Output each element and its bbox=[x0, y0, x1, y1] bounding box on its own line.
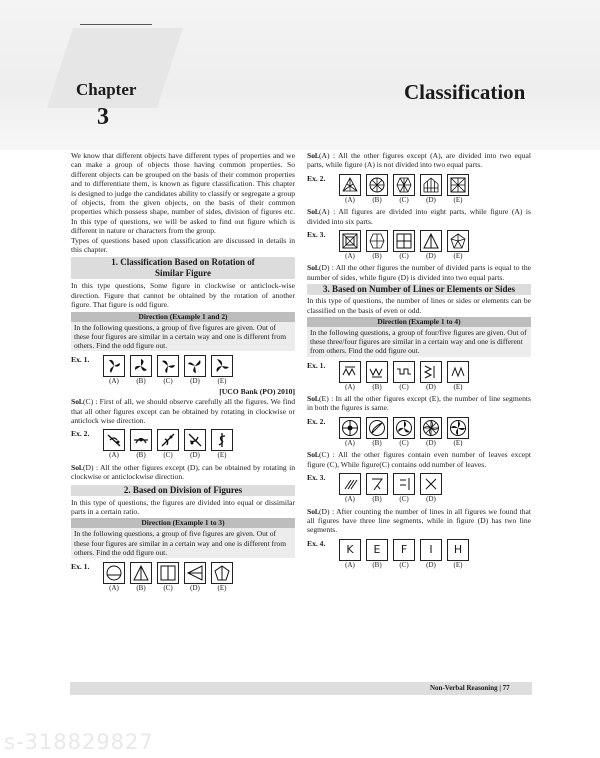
example-1-row bbox=[71, 355, 295, 386]
figure-row bbox=[103, 562, 233, 584]
label-d: (D) bbox=[426, 438, 436, 447]
sol-answer: (D) bbox=[319, 263, 330, 273]
figure-e: H bbox=[447, 539, 469, 561]
label-e: (E) bbox=[217, 451, 227, 460]
sol-lead: Sol. bbox=[307, 151, 320, 160]
direction-text-3: In the following questions, a group of four/five figures are given. Out of these three/four figures are similar in a certain way and one is different from others. Find the odd figure out. bbox=[307, 327, 531, 357]
label-b: (B) bbox=[372, 382, 382, 391]
example-label: Ex. 1. bbox=[307, 360, 326, 370]
figure-c bbox=[393, 230, 415, 252]
sol-answer: (A) bbox=[319, 207, 330, 217]
figure-b bbox=[366, 473, 388, 495]
section-1-heading-line2: Similar Figure bbox=[155, 268, 211, 279]
figure-a bbox=[103, 355, 125, 377]
solution-c bbox=[307, 263, 531, 282]
page-title: Classification bbox=[404, 80, 526, 104]
label-b: (B) bbox=[136, 451, 146, 460]
label-c: (C) bbox=[399, 195, 409, 204]
figure-a bbox=[103, 429, 125, 451]
figure-c bbox=[393, 417, 415, 439]
sol-answer: (E) bbox=[319, 394, 329, 404]
figure-a bbox=[339, 473, 361, 495]
figure-labels bbox=[339, 495, 442, 504]
figure-d bbox=[420, 230, 442, 252]
section-1-paragraph: In this type questions, Some figure in clockwise or anticlock-wise direction. Figure that cannot be obtained by the rotation of another figure. That figure is odd figure. bbox=[71, 281, 295, 310]
label-b: (B) bbox=[372, 495, 382, 504]
label-c: (C) bbox=[163, 377, 173, 386]
sol-text: : After counting the number of lines in all figures we found that all figures have three line segments, while in figure (D) has two line segments. bbox=[307, 506, 531, 535]
figure-labels bbox=[103, 451, 233, 460]
sol-answer: (D) bbox=[319, 506, 330, 516]
label-a: (A) bbox=[345, 195, 355, 204]
direction-bar-2: Direction (Example 1 to 3) bbox=[71, 518, 295, 528]
figure-labels bbox=[103, 377, 233, 386]
label-c: (C) bbox=[163, 451, 173, 460]
left-column bbox=[71, 151, 295, 593]
sol-text: : All the other figures contain even number of leaves except figure (C), While figure(C) contains odd number of leaves. bbox=[307, 450, 531, 469]
label-d: (D) bbox=[426, 382, 436, 391]
label-d: (D) bbox=[190, 377, 200, 386]
label-b: (B) bbox=[372, 252, 382, 261]
figure-labels bbox=[339, 383, 469, 392]
figure-row bbox=[339, 417, 469, 439]
label-b: (B) bbox=[372, 560, 382, 569]
example-label: Ex. 1. bbox=[71, 355, 90, 365]
figure-e bbox=[447, 361, 469, 383]
solution-e bbox=[307, 450, 531, 469]
label-c: (C) bbox=[399, 382, 409, 391]
figure-c bbox=[157, 562, 179, 584]
label-d: (D) bbox=[426, 195, 436, 204]
chapter-label: Chapter bbox=[76, 80, 137, 99]
right-column bbox=[307, 151, 531, 570]
figure-labels bbox=[103, 584, 233, 593]
figure-row bbox=[339, 473, 442, 495]
watermark: s-318829827 bbox=[4, 730, 154, 754]
sol-lead: Sol. bbox=[307, 394, 320, 404]
label-e: (E) bbox=[453, 382, 463, 391]
sol-text: : First of all, we should observe carefully all the figures. We find that all other figures except can be obtained by rotating in clockwise or anticlock wise direction. bbox=[71, 397, 295, 425]
direction-text-2: In the following questions, a group of five figures are given. Out of these four figures are similar in a certain way and one is different from others. Find the odd figure out. bbox=[71, 528, 295, 558]
figure-e bbox=[447, 174, 469, 196]
figure-d bbox=[420, 473, 442, 495]
label-a: (A) bbox=[109, 377, 119, 386]
label-c: (C) bbox=[163, 583, 173, 592]
label-e: (E) bbox=[453, 560, 463, 569]
figure-labels bbox=[339, 252, 469, 261]
figure-e bbox=[447, 230, 469, 252]
figure-a bbox=[339, 417, 361, 439]
example-2-leaves-row bbox=[307, 417, 531, 448]
sol-text: : All the other figures except (A), are divided into two equal parts, while figure (A) is not divided into two equal parts. bbox=[307, 151, 531, 170]
sol-answer: (D) bbox=[83, 462, 94, 472]
label-d: (D) bbox=[426, 495, 436, 504]
label-a: (A) bbox=[345, 560, 355, 569]
figure-row bbox=[339, 230, 469, 252]
figure-e bbox=[211, 562, 233, 584]
example-label: Ex. 3. bbox=[307, 473, 326, 483]
example-label: Ex. 1. bbox=[71, 561, 90, 571]
label-b: (B) bbox=[136, 583, 146, 592]
figure-e bbox=[211, 355, 233, 377]
figure-c bbox=[393, 473, 415, 495]
figure-d: I bbox=[420, 539, 442, 561]
figure-c bbox=[393, 361, 415, 383]
intro-paragraph-2: Types of questions based upon classification are discussed in details in this chapter. bbox=[71, 235, 295, 255]
figure-row bbox=[339, 539, 469, 561]
figure-d bbox=[420, 417, 442, 439]
label-a: (A) bbox=[109, 451, 119, 460]
sol-text: : All figures are divided into eight parts, while figure (A) is divided into six parts. bbox=[307, 207, 531, 226]
example-label: Ex. 2. bbox=[71, 429, 90, 439]
source-citation: [UCO Bank (PO) 2010] bbox=[219, 386, 295, 396]
figure-b bbox=[366, 417, 388, 439]
figure-row bbox=[103, 355, 233, 377]
sol-text: : All the other figures except (D), can be obtained by rotating in clockwise or anticlockwise direction. bbox=[71, 462, 295, 482]
sol-answer: (C) bbox=[83, 397, 94, 407]
solution-a bbox=[307, 151, 531, 170]
figure-b bbox=[130, 429, 152, 451]
footer-book-title: Non-Verbal Reasoning bbox=[430, 684, 498, 692]
solution-d bbox=[307, 394, 531, 413]
label-a: (A) bbox=[109, 583, 119, 592]
direction-bar-1: Direction (Example 1 and 2) bbox=[71, 312, 295, 322]
sol-text: : All the other figures the number of divided parts is equal to the number of sides, while figure (D) is divided into two equal parts. bbox=[307, 263, 531, 282]
figure-b bbox=[130, 355, 152, 377]
example-3-lines-row bbox=[307, 473, 531, 504]
label-c: (C) bbox=[399, 495, 409, 504]
label-e: (E) bbox=[453, 252, 463, 261]
figure-labels bbox=[339, 196, 469, 205]
sol-lead: Sol. bbox=[307, 263, 320, 273]
figure-d bbox=[184, 355, 206, 377]
sol-text: : In all the other figures except (E), the number of line segments in both the figures is same. bbox=[307, 394, 531, 413]
label-e: (E) bbox=[453, 195, 463, 204]
figure-b bbox=[366, 230, 388, 252]
label-d: (D) bbox=[190, 451, 200, 460]
label-d: (D) bbox=[190, 583, 200, 592]
figure-a bbox=[339, 174, 361, 196]
figure-e bbox=[211, 429, 233, 451]
label-c: (C) bbox=[399, 252, 409, 261]
figure-labels bbox=[339, 561, 469, 570]
label-a: (A) bbox=[345, 438, 355, 447]
label-c: (C) bbox=[399, 438, 409, 447]
solution-ex1 bbox=[71, 397, 295, 425]
figure-row bbox=[339, 174, 469, 196]
label-e: (E) bbox=[217, 377, 227, 386]
figure-a bbox=[103, 562, 125, 584]
label-d: (D) bbox=[426, 560, 436, 569]
figure-c bbox=[157, 429, 179, 451]
sol-lead: Sol. bbox=[307, 450, 320, 460]
section-1-heading bbox=[71, 257, 295, 279]
example-label: Ex. 2. bbox=[307, 416, 326, 426]
direction-bar-3: Direction (Example 1 to 4) bbox=[307, 317, 531, 327]
label-c: (C) bbox=[399, 560, 409, 569]
example-label: Ex. 3. bbox=[307, 230, 326, 240]
solution-ex2 bbox=[71, 463, 295, 482]
label-a: (A) bbox=[345, 252, 355, 261]
figure-row bbox=[339, 361, 469, 383]
figure-d bbox=[184, 562, 206, 584]
sol-answer: (A) bbox=[319, 151, 330, 160]
figure-d bbox=[420, 361, 442, 383]
figure-c bbox=[393, 174, 415, 196]
example-3-division-row bbox=[307, 230, 531, 261]
header-rule bbox=[80, 24, 152, 25]
figure-b bbox=[366, 174, 388, 196]
label-a: (A) bbox=[345, 495, 355, 504]
example-label: Ex. 2. bbox=[307, 173, 326, 183]
sol-lead: Sol. bbox=[307, 506, 320, 516]
figure-c: F bbox=[393, 539, 415, 561]
example-2-row bbox=[71, 429, 295, 460]
example-1-lines-row bbox=[307, 361, 531, 392]
direction-text-1: In the following questions, a group of five figures are given. Out of these four figures are similar in a certain way and one is different from others. Find the odd figure out. bbox=[71, 322, 295, 352]
label-d: (D) bbox=[426, 252, 436, 261]
label-b: (B) bbox=[372, 195, 382, 204]
figure-b bbox=[130, 562, 152, 584]
intro-paragraph: We know that different objects have different types of properties and we can make a group of objects those having common properties. So different objects can be grouped on the basis of their common properties and to differentiate them, is known as figure classification. This chapter is designed to judge the candidates ability to classify or segregate a group of objects, from the given objects, on the basis of their common properties which possess shape, number of sides, division of figures etc. In this type of questions, we will be asked to find out figure which is different in nature or characters from the group. bbox=[71, 151, 295, 236]
footer-text bbox=[430, 684, 510, 692]
sol-lead: Sol. bbox=[71, 397, 84, 407]
example-4-letters-row bbox=[307, 539, 531, 570]
figure-b bbox=[366, 361, 388, 383]
section-1-heading-line1: 1. Classification Based on Rotation of bbox=[111, 257, 255, 268]
section-3-heading: 3. Based on Number of Lines or Elements or Sides bbox=[307, 284, 531, 295]
sol-lead: Sol. bbox=[71, 462, 84, 472]
label-b: (B) bbox=[372, 438, 382, 447]
figure-a bbox=[339, 230, 361, 252]
label-e: (E) bbox=[217, 583, 227, 592]
figure-d bbox=[184, 429, 206, 451]
figure-c bbox=[157, 355, 179, 377]
figure-a bbox=[339, 361, 361, 383]
footer-separator: | bbox=[499, 684, 501, 692]
section-2-paragraph: In this type of questions, the figures are divided into equal or dissimilar parts in a certain ratio. bbox=[71, 497, 295, 516]
label-a: (A) bbox=[345, 382, 355, 391]
section-2-heading: 2. Based on Division of Figures bbox=[71, 485, 295, 496]
solution-f bbox=[307, 507, 531, 535]
label-b: (B) bbox=[136, 377, 146, 386]
solution-b bbox=[307, 207, 531, 226]
sol-lead: Sol. bbox=[307, 207, 320, 217]
figure-a: K bbox=[339, 539, 361, 561]
figure-row bbox=[103, 429, 233, 451]
sol-answer: (C) bbox=[319, 450, 330, 460]
figure-labels bbox=[339, 439, 469, 448]
section-3-paragraph: In this type of questions, the number of lines or sides or elements can be classified on the basis of even or odd. bbox=[307, 296, 531, 315]
figure-b: E bbox=[366, 539, 388, 561]
chapter-number: 3 bbox=[97, 104, 109, 130]
label-e: (E) bbox=[453, 438, 463, 447]
figure-e bbox=[447, 417, 469, 439]
example-2-division-row bbox=[307, 174, 531, 205]
page-number: 77 bbox=[502, 684, 510, 692]
figure-d bbox=[420, 174, 442, 196]
example-1-division-row bbox=[71, 562, 295, 593]
example-label: Ex. 4. bbox=[307, 538, 326, 548]
